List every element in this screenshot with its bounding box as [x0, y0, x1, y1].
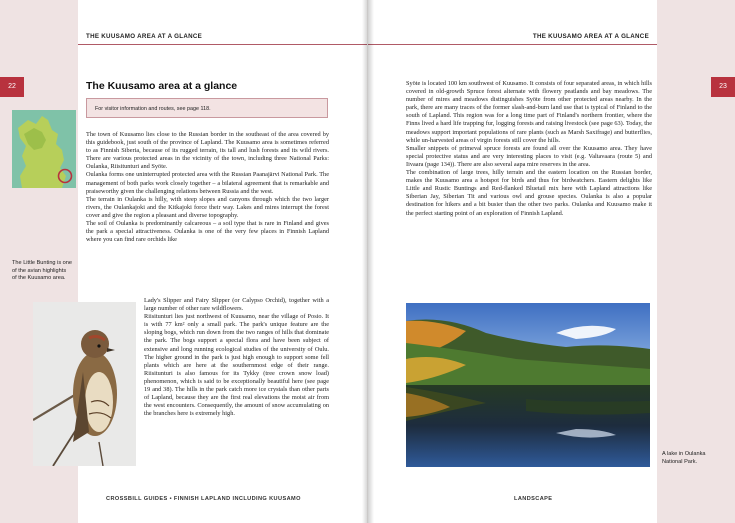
lake-image [406, 303, 650, 467]
left-page [0, 0, 367, 523]
paragraph: Lady's Slipper and Fairy Slipper (or Calypso Orchid), together with a large number of other rare wildflowers. [144, 297, 329, 313]
right-page-number: 23 [711, 77, 735, 97]
bird-caption: The Little Bunting is one of the avian highlights of the Kuusamo area. [12, 260, 73, 282]
book-gutter-shadow [362, 0, 374, 523]
left-page-number: 22 [0, 77, 24, 97]
info-box: For visitor information and routes, see page 118. [86, 98, 328, 118]
right-header-rule [368, 44, 657, 45]
left-header-rule [78, 44, 367, 45]
page-title: The Kuusamo area at a glance [86, 80, 238, 92]
left-running-head: THE KUUSAMO AREA AT A GLANCE [86, 33, 203, 40]
lake-photo [406, 303, 650, 467]
location-map [12, 110, 76, 188]
lapland-map-icon [12, 110, 76, 188]
main-text-column [86, 131, 329, 244]
right-page [368, 0, 735, 523]
paragraph: The soil of Oulanka is predominantly calcareous – a soil type that is rare in Finland and gives the park a special attractiveness. Oulanka is one of the very few places in Finnish Lapland where you can find rare orchids like [86, 220, 329, 244]
bird-image [33, 302, 136, 466]
paragraph: Syöte is located 100 km southwest of Kuusamo. It consists of four separated areas, in which hills covered in old-growth Spruce forest alternate with flowery peatlands and bay meadows. The number of mires and meadows distinguishes Syöte from other protected areas nearby. In the park, there are many traces of the former slash-and-burn land use that is typical of Finland to the south of Lapland. This region was for a long time part of Finland's northern frontier, where the Finns lived a hard life trapping fur, logging forests and raising livestock (see page 63). Today, the meadows support important populations of rare plants (such as Marsh Saxifrage) and butterflies, while un-harvested areas of virgin forests still cover the hills. [406, 80, 652, 144]
wrap-text-column [144, 297, 329, 418]
little-bunting-photo [33, 302, 136, 466]
paragraph: Oulanka forms one uninterrupted protected area with the Russian Paanajärvi National Park. The management of both parks work closely together – a bilateral agreement that is remarkable and praiseworthy given the challenging relations between Russia and the west. [86, 171, 329, 195]
paragraph: Smaller snippets of primeval spruce forests are found all over the Kuusamo area. They have special protective status and are very interesting places to visit (e.g. Valtavaara (route 5) and Iivaara (page 134)). There are also several aapa mire reserves in the area. [406, 144, 652, 168]
paragraph: Riisitunturi lies just northwest of Kuusamo, near the village of Posio. It is with 77 km² only a small park. The park's unique feature are the sloping bogs, which run down from the two ranges of hills that dominate the park. The bogs support a special flora and have been subject of extensive and long running ecological studies of the university of Oulu. The higher ground in the park is just high enough to support some fell plants which are here at the southernmost edge of their range. Riisitunturi is also famous for its Tykky (tree crown snow load) phenomenon, which is said to be exceptionally beautiful here (see page 19 and 38). The hills in the park catch more ice crystals than other parts of Lapland, because they are the first real elevations the moist air from the west encounters. Consequently, the amount of snow accumulating on the branches here is extremely high. [144, 313, 329, 418]
paragraph: The town of Kuusamo lies close to the Russian border in the southeast of the area covered by this guidebook, just south of the province of Lapland. The Kuusamo area is sometimes referred to as Finnish Siberia, because of its rugged terrain, its tall and lush forests and its wild rivers. There are various protected areas in the vicinity of the town, including three National Parks: Oulanka, Riisitunturi and Syöte. [86, 131, 329, 171]
left-footer: CROSSBILL GUIDES • FINNISH LAPLAND INCLUDING KUUSAMO [106, 496, 301, 502]
right-running-head: THE KUUSAMO AREA AT A GLANCE [532, 33, 649, 40]
paragraph: The terrain in Oulanka is hilly, with steep slopes and canyons through which the two larger rivers, the Oulankajoki and the Kitkajoki force their way. Lakes and mires interrupt the forest cover and give the region a pleasant and diverse topography. [86, 195, 329, 219]
lake-caption: A lake in Oulanka National Park. [662, 451, 706, 465]
paragraph: The combination of large trees, hilly terrain and the eastern location on the Russian border, makes the Kuusamo area a hotspot for birds and thus for birdwatchers. Eastern delights like Little and Rustic Buntings and Red-flanked Bluetail mix here with Lapland attractions like Siberian Jay, Siberian Tit and various owl and grouse species. Oulanka is also a popular destination for hikers and a bit busier than the other two parks. Oulanka and Kuusamo make it the perfect starting point of an exploration of Finnish Lapland. [406, 169, 652, 217]
right-text-column [406, 80, 652, 218]
right-footer: LANDSCAPE [514, 496, 553, 502]
